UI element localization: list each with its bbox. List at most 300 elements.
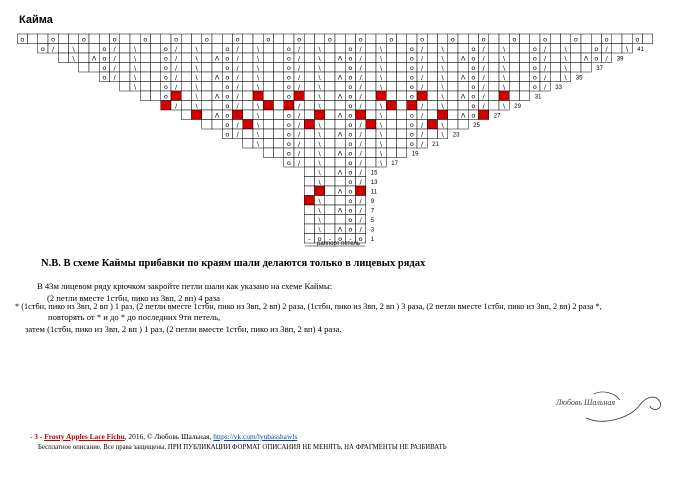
chart-cell: [294, 53, 304, 63]
chart-cell: [489, 91, 499, 101]
chart-cell: [284, 120, 294, 130]
svg-text:\: \: [503, 54, 506, 63]
chart-cell: [345, 205, 355, 215]
chart-cell: [222, 82, 232, 92]
chart-cell: [540, 72, 550, 82]
svg-text:/: /: [605, 54, 608, 63]
chart-cell: [253, 34, 263, 44]
svg-text:/: /: [482, 92, 485, 101]
svg-text:/: /: [298, 73, 301, 82]
chart-cell: [263, 148, 273, 158]
chart-cell: [356, 82, 366, 92]
chart-cell: [366, 63, 376, 73]
chart-cell: [458, 120, 468, 130]
chart-cell: [120, 82, 130, 92]
chart-cell: [202, 63, 212, 73]
chart-row: [243, 139, 428, 149]
chart-cell: [366, 72, 376, 82]
chart-row: [99, 72, 571, 82]
svg-text:\: \: [380, 158, 383, 167]
svg-text:\: \: [318, 177, 321, 186]
chart-cell: [438, 129, 448, 139]
chart-cell: [192, 72, 202, 82]
chart-cell: [356, 63, 366, 73]
svg-text:/: /: [298, 130, 301, 139]
chart-cell: [202, 72, 212, 82]
svg-text:/: /: [482, 101, 485, 110]
svg-text:o: o: [358, 234, 363, 243]
chart-cell: [335, 72, 345, 82]
svg-text:-: -: [308, 234, 311, 243]
chart-cell: [622, 34, 632, 44]
svg-text:o: o: [317, 234, 322, 243]
chart-cell: [253, 110, 263, 120]
svg-text:o: o: [471, 101, 476, 110]
chart-cell: [550, 44, 560, 54]
chart-cell: [366, 91, 376, 101]
chart-cell: [274, 53, 284, 63]
chart-cell: [99, 63, 109, 73]
chart-cell: [602, 53, 612, 63]
chart-cell: [386, 139, 396, 149]
chart-cell: [335, 34, 345, 44]
svg-text:\: \: [380, 82, 383, 91]
svg-text:/: /: [175, 54, 178, 63]
chart-cell: [151, 72, 161, 82]
chart-cell: [345, 91, 355, 101]
svg-text:Λ: Λ: [214, 111, 220, 120]
chart-cell: [284, 110, 294, 120]
svg-text:\: \: [626, 44, 629, 53]
chart-cell: [397, 82, 407, 92]
chart-cell: [468, 110, 478, 120]
chart-cell: [468, 82, 478, 92]
chart-cell: [376, 53, 386, 63]
chart-cell: [407, 63, 417, 73]
chart-cell: [233, 101, 243, 111]
chart-cell: [376, 72, 386, 82]
author-link[interactable]: https://vk.com/lyubasshawls: [213, 432, 298, 441]
chart-cell: [243, 44, 253, 54]
chart-cell: [345, 129, 355, 139]
chart-cell: [140, 53, 150, 63]
chart-cell: [325, 53, 335, 63]
svg-text:/: /: [605, 44, 608, 53]
svg-text:/: /: [359, 120, 362, 129]
chart-cell: [243, 129, 253, 139]
chart-cell: [571, 34, 581, 44]
chart-cell: [284, 72, 294, 82]
chart-cell: [345, 34, 355, 44]
chart-cell: [366, 139, 376, 149]
chart-cell: [253, 139, 263, 149]
chart-cell: [602, 44, 612, 54]
chart-cell: [243, 63, 253, 73]
chart-cell: [356, 53, 366, 63]
svg-text:o: o: [102, 73, 107, 82]
chart-cell: [366, 158, 376, 168]
chart-cell: [304, 34, 314, 44]
svg-text:/: /: [175, 73, 178, 82]
chart-cell: [376, 148, 386, 158]
svg-text:o: o: [112, 35, 117, 44]
svg-text:/: /: [482, 44, 485, 53]
svg-text:/: /: [482, 54, 485, 63]
chart-cell: [335, 148, 345, 158]
svg-text:Λ: Λ: [337, 206, 343, 215]
svg-text:\: \: [318, 196, 321, 205]
chart-cell: [263, 63, 273, 73]
chart-cell: [212, 110, 222, 120]
svg-text:o: o: [409, 111, 414, 120]
svg-text:/: /: [113, 73, 116, 82]
chart-cell: [458, 44, 468, 54]
chart-cell: [181, 82, 191, 92]
chart-cell: [417, 129, 427, 139]
chart-row: [202, 120, 469, 130]
chart-row: [304, 224, 366, 234]
chart-cell: [181, 44, 191, 54]
chart-cell: [99, 34, 109, 44]
chart-cell: [458, 72, 468, 82]
svg-text:/: /: [421, 73, 424, 82]
chart-cell: [274, 82, 284, 92]
chart-cell: [509, 63, 519, 73]
chart-cell: [325, 186, 335, 196]
chart-row: [263, 148, 407, 158]
chart-cell: [581, 44, 591, 54]
svg-text:o: o: [225, 101, 230, 110]
chart-cell: [397, 148, 407, 158]
chart-cell: [315, 148, 325, 158]
chart-cell: [397, 53, 407, 63]
svg-text:\: \: [318, 149, 321, 158]
svg-text:o: o: [471, 44, 476, 53]
chart-cell: [284, 139, 294, 149]
chart-cell: [110, 34, 120, 44]
svg-text:o: o: [225, 63, 230, 72]
chart-cell: [591, 53, 601, 63]
svg-text:\: \: [257, 120, 260, 129]
chart-cell: [325, 215, 335, 225]
chart-cell: [356, 167, 366, 177]
chart-cell: [376, 44, 386, 54]
chart-cell: [530, 72, 540, 82]
chart-cell: [356, 34, 366, 44]
chart-cell: [345, 72, 355, 82]
chart-cell: [376, 34, 386, 44]
svg-text:\: \: [564, 44, 567, 53]
chart-cell: [448, 101, 458, 111]
chart-cell: [151, 53, 161, 63]
chart-cell: [304, 63, 314, 73]
chart-cell: [427, 72, 437, 82]
svg-text:\: \: [257, 130, 260, 139]
chart-cell: [69, 44, 79, 54]
chart-cell: [540, 34, 550, 44]
chart-cell: [263, 91, 273, 101]
chart-cell: [458, 34, 468, 44]
svg-text:o: o: [102, 44, 107, 53]
chart-cell: [294, 158, 304, 168]
svg-text:/: /: [175, 82, 178, 91]
svg-text:o: o: [327, 35, 332, 44]
chart-cell: [315, 120, 325, 130]
chart-cell: [397, 91, 407, 101]
svg-text:o: o: [348, 168, 353, 177]
svg-text:\: \: [257, 73, 260, 82]
chart-cell: [79, 44, 89, 54]
chart-cell: [120, 72, 130, 82]
chart-cell: [643, 34, 653, 44]
chart-cell: [274, 148, 284, 158]
chart-cell: [345, 215, 355, 225]
chart-cell: [304, 196, 314, 206]
chart-cell: [448, 53, 458, 63]
chart-cell: [161, 53, 171, 63]
chart-cell: [69, 53, 79, 63]
chart-cell: [284, 148, 294, 158]
pattern-title: Frosty Apples Lace Fichu: [44, 432, 125, 441]
chart-cell: [386, 82, 396, 92]
chart-cell: [417, 82, 427, 92]
svg-text:Λ: Λ: [91, 54, 97, 63]
chart-cell: [489, 72, 499, 82]
chart-cell: [315, 44, 325, 54]
chart-cell: [448, 120, 458, 130]
svg-text:/: /: [544, 63, 547, 72]
chart-cell: [479, 72, 489, 82]
chart-cell: [192, 34, 202, 44]
svg-text:o: o: [235, 35, 240, 44]
repeat-label: раппорт петель: [317, 241, 360, 247]
chart-cell: [304, 53, 314, 63]
svg-text:\: \: [318, 225, 321, 234]
svg-text:/: /: [359, 63, 362, 72]
chart-cell: [489, 101, 499, 111]
svg-text:o: o: [471, 63, 476, 72]
chart-cell: [356, 110, 366, 120]
svg-text:o: o: [348, 111, 353, 120]
svg-text:o: o: [348, 101, 353, 110]
chart-cell: [407, 110, 417, 120]
svg-text:/: /: [359, 177, 362, 186]
chart-cell: [386, 63, 396, 73]
svg-text:/: /: [421, 82, 424, 91]
svg-text:o: o: [40, 44, 45, 53]
chart-cell: [263, 34, 273, 44]
svg-text:\: \: [503, 101, 506, 110]
svg-text:/: /: [175, 44, 178, 53]
svg-text:/: /: [421, 111, 424, 120]
svg-text:\: \: [380, 44, 383, 53]
chart-cell: [458, 63, 468, 73]
svg-text:\: \: [441, 44, 444, 53]
chart-cell: [407, 91, 417, 101]
chart-cell: [438, 34, 448, 44]
chart-cell: [253, 91, 263, 101]
chart-cell: [335, 215, 345, 225]
chart-cell: [335, 120, 345, 130]
chart-cell: [243, 72, 253, 82]
svg-text:o: o: [348, 130, 353, 139]
svg-text:Λ: Λ: [460, 92, 466, 101]
chart-cell: [294, 139, 304, 149]
svg-text:\: \: [318, 139, 321, 148]
chart-cell: [274, 44, 284, 54]
chart-cell: [253, 72, 263, 82]
svg-text:/: /: [421, 54, 424, 63]
row-number: 23: [452, 132, 460, 139]
chart-cell: [304, 110, 314, 120]
row-number: 31: [534, 94, 542, 101]
chart-cell: [315, 82, 325, 92]
chart-cell: [427, 110, 437, 120]
chart-row: [304, 186, 366, 196]
chart-row: [140, 91, 530, 101]
svg-text:o: o: [225, 111, 230, 120]
svg-text:o: o: [471, 73, 476, 82]
svg-text:/: /: [236, 63, 239, 72]
chart-cell: [304, 44, 314, 54]
chart-cell: [448, 34, 458, 44]
chart-cell: [130, 72, 140, 82]
chart-cell: [540, 82, 550, 92]
svg-text:o: o: [594, 44, 599, 53]
chart-cell: [284, 63, 294, 73]
chart-cell: [335, 139, 345, 149]
chart-cell: [243, 110, 253, 120]
chart-cell: [427, 129, 437, 139]
chart-cell: [222, 44, 232, 54]
chart-cell: [335, 196, 345, 206]
chart-cell: [304, 129, 314, 139]
chart-cell: [192, 44, 202, 54]
instruction-line: затем (1стбн, пико из 3вп, 2 вп ) 1 раз, (2 петли вместе 1стбн, пико из 3вп, 2 вп) 4 раза.: [25, 324, 342, 334]
svg-text:\: \: [441, 130, 444, 139]
chart-cell: [274, 129, 284, 139]
row-number: 17: [391, 161, 398, 168]
instruction-line: * (1стбн, пико из 3вп, 2 вп ) 1 раз, (2 петли вместе 1стбн, пико из 3вп, 2 вп) 2 раза, (1стбн, пико из 3вп, 2 вп ) 3 раза, (2 петли вместе 1стбн, пико из 3вп, 2 вп) 2 раза *,: [15, 302, 602, 311]
chart-cell: [315, 101, 325, 111]
chart-cell: [417, 44, 427, 54]
chart-cell: [274, 101, 284, 111]
chart-cell: [366, 129, 376, 139]
chart-cell: [325, 101, 335, 111]
chart-cell: [335, 63, 345, 73]
svg-text:\: \: [257, 54, 260, 63]
chart-cell: [325, 91, 335, 101]
chart-cell: [161, 72, 171, 82]
svg-text:o: o: [348, 44, 353, 53]
svg-text:o: o: [225, 92, 230, 101]
chart-cell: [468, 72, 478, 82]
chart-cell: [202, 120, 212, 130]
chart-cell: [202, 101, 212, 111]
chart-cell: [222, 110, 232, 120]
chart-cell: [407, 44, 417, 54]
svg-text:/: /: [482, 63, 485, 72]
chart-cell: [222, 72, 232, 82]
chart-cell: [161, 44, 171, 54]
chart-cell: [304, 224, 314, 234]
chart-row: [38, 44, 633, 54]
svg-text:/: /: [421, 130, 424, 139]
svg-text:/: /: [236, 120, 239, 129]
row-number: 3: [370, 227, 375, 234]
svg-text:/: /: [236, 82, 239, 91]
chart-cell: [366, 120, 376, 130]
chart-cell: [222, 120, 232, 130]
chart-cell: [171, 53, 181, 63]
chart-cell: [130, 82, 140, 92]
chart-cell: [222, 63, 232, 73]
chart-cell: [479, 110, 489, 120]
chart-cell: [171, 82, 181, 92]
svg-text:\: \: [380, 130, 383, 139]
chart-cell: [345, 148, 355, 158]
copyright-text: , 2016, © Любовь Шальная,: [124, 432, 214, 441]
chart-cell: [520, 44, 530, 54]
svg-text:o: o: [409, 73, 414, 82]
chart-cell: [427, 53, 437, 63]
svg-text:\: \: [564, 54, 567, 63]
chart-cell: [397, 129, 407, 139]
svg-text:/: /: [298, 139, 301, 148]
nb-note: N.B. В схеме Каймы прибавки по краям шали делаются только в лицевых рядах: [41, 258, 426, 269]
chart-cell: [356, 91, 366, 101]
chart-row: [304, 196, 366, 206]
chart-cell: [427, 44, 437, 54]
chart-cell: [315, 177, 325, 187]
chart-cell: [509, 91, 519, 101]
chart-cell: [571, 63, 581, 73]
chart-cell: [243, 101, 253, 111]
svg-text:o: o: [286, 92, 291, 101]
svg-text:o: o: [286, 82, 291, 91]
chart-cell: [284, 91, 294, 101]
signature: Любовь Шальная: [556, 398, 616, 407]
svg-text:o: o: [163, 63, 168, 72]
svg-text:/: /: [298, 111, 301, 120]
svg-text:\: \: [134, 54, 137, 63]
chart-cell: [356, 139, 366, 149]
chart-cell: [345, 139, 355, 149]
chart-cell: [479, 91, 489, 101]
chart-cell: [79, 63, 89, 73]
chart-cell: [489, 82, 499, 92]
chart-cell: [212, 72, 222, 82]
chart-cell: [120, 44, 130, 54]
svg-text:/: /: [359, 168, 362, 177]
chart-cell: [315, 224, 325, 234]
chart-cell: [212, 53, 222, 63]
svg-text:/: /: [236, 73, 239, 82]
chart-cell: [212, 63, 222, 73]
chart-cell: [335, 91, 345, 101]
chart-cell: [540, 53, 550, 63]
chart-cell: [222, 129, 232, 139]
svg-text:/: /: [359, 54, 362, 63]
chart-cell: [376, 120, 386, 130]
svg-text:\: \: [318, 206, 321, 215]
chart-cell: [243, 82, 253, 92]
chart-cell: [202, 34, 212, 44]
chart-cell: [274, 34, 284, 44]
chart-cell: [561, 63, 571, 73]
chart-cell: [550, 53, 560, 63]
svg-text:/: /: [359, 206, 362, 215]
